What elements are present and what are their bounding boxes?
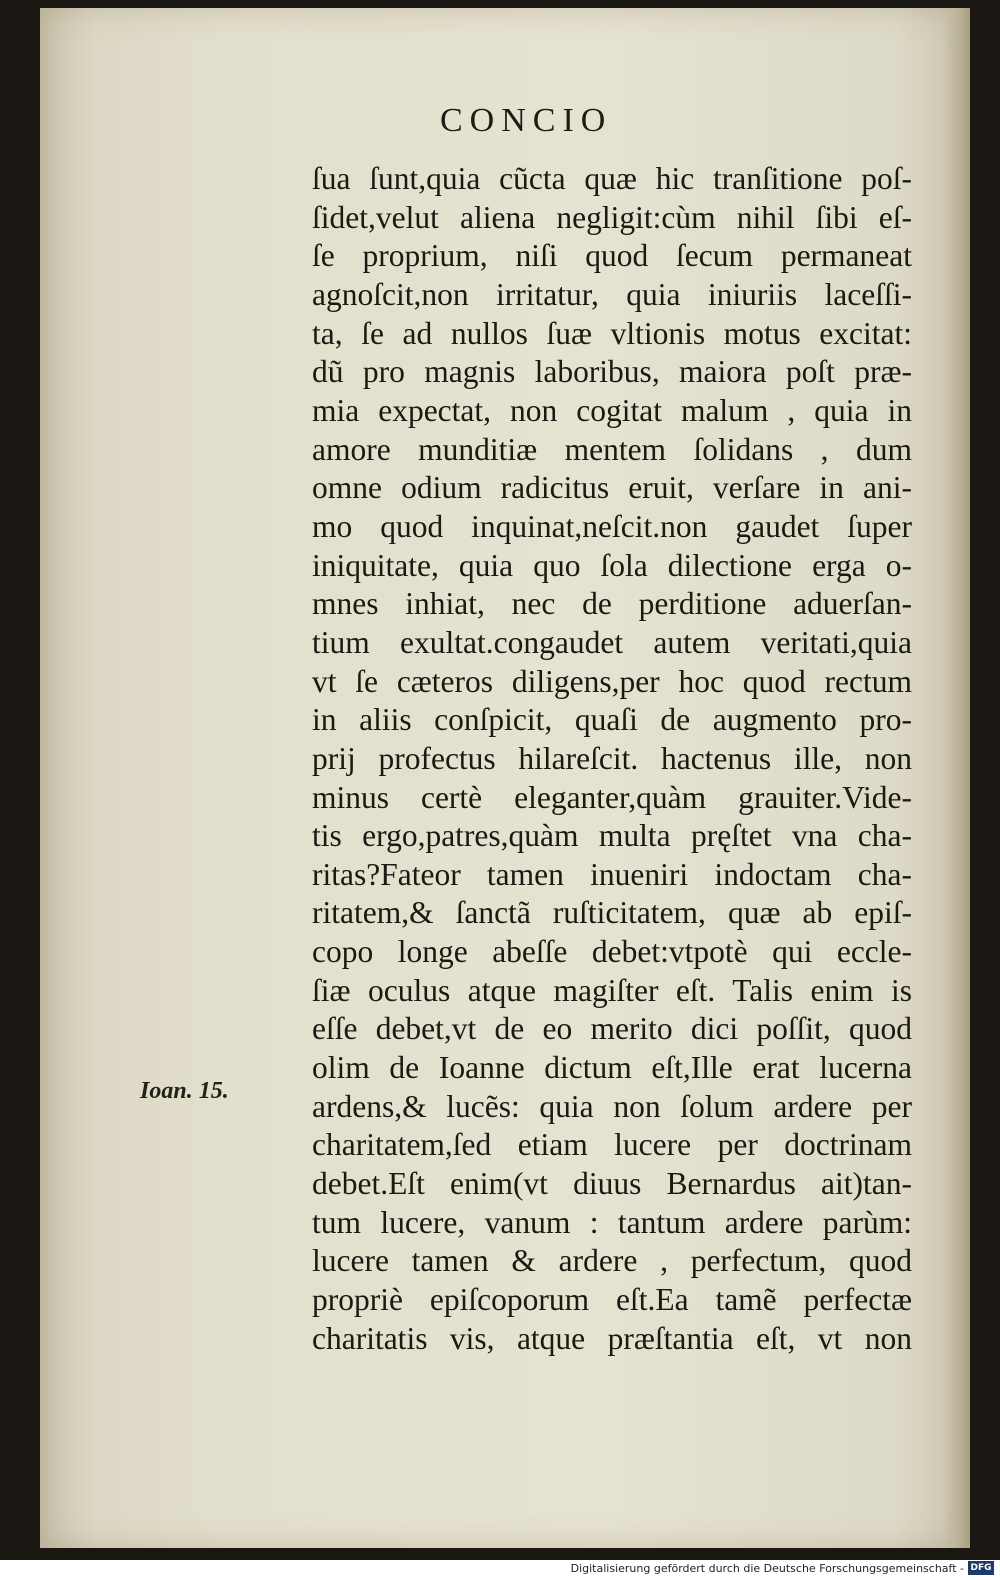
text-line: charitatem,ſed etiam lucere per doctrinam (312, 1127, 912, 1163)
text-line: ſiæ oculus atque magiſter eſt. Talis enim is (312, 972, 912, 1008)
text-line: vt ſe cæteros diligens,per hoc quod rectum (312, 663, 912, 699)
text-line: minus certè eleganter,quàm grauiter.Vide- (312, 779, 912, 815)
text-line: lucere tamen & ardere , perfectum, quod (312, 1243, 912, 1279)
text-line: charitatis vis, atque præſtantia eſt, vt non (312, 1320, 912, 1356)
running-head: CONCIO (440, 102, 613, 139)
text-line: olim de Ioanne dictum eſt,Ille erat lucerna (312, 1050, 912, 1086)
text-line: ta, ſe ad nullos ſuæ vltionis motus excitat: (312, 315, 912, 351)
text-line: iniquitate, quia quo ſola dilectione erga o- (312, 547, 912, 583)
text-line: amore munditiæ mentem ſolidans , dum (312, 431, 912, 467)
text-line: ritas?Fateor tamen inueniri indoctam cha- (312, 856, 912, 892)
text-line: mo quod inquinat,neſcit.non gaudet ſuper (312, 508, 912, 544)
text-line: debet.Eſt enim(vt diuus Bernardus ait)tan- (312, 1166, 912, 1202)
marginal-note: Ioan. 15. (140, 1078, 229, 1104)
text-line: prij profectus hilareſcit. hactenus ille, non (312, 740, 912, 776)
text-line: tis ergo,patres,quàm multa pręſtet vna cha- (312, 818, 912, 854)
text-line: omne odium radicitus eruit, verſare in ani- (312, 470, 912, 506)
page-edge-shadow (944, 8, 970, 1548)
text-line: mnes inhiat, nec de perditione aduerſan- (312, 586, 912, 622)
text-line: mia expectat, non cogitat malum , quia in (312, 392, 912, 428)
text-line: propriè epiſcoporum eſt.Ea tamẽ perfectæ (312, 1282, 912, 1318)
dfg-logo: DFG (968, 1561, 994, 1575)
body-text (312, 160, 912, 1358)
text-line: eſſe debet,vt de eo merito dici poſſit, quod (312, 1011, 912, 1047)
funding-credit: Digitalisierung gefördert durch die Deutsche Forschungsgemeinschaft - (570, 1562, 964, 1575)
text-line: ſidet,velut aliena negligit:cùm nihil ſibi eſ- (312, 199, 912, 235)
text-line: tium exultat.congaudet autem veritati,quia (312, 624, 912, 660)
text-line: dũ pro magnis laboribus, maiora poſt præ- (312, 354, 912, 390)
text-line: in aliis conſpicit, quaſi de augmento pro- (312, 702, 912, 738)
text-line: copo longe abeſſe debet:vtpotè qui eccle- (312, 934, 912, 970)
text-line: ſua ſunt,quia cũcta quæ hic tranſitione poſ- (312, 161, 912, 196)
text-line: agnoſcit,non irritatur, quia iniuriis laceſſi- (312, 276, 912, 312)
text-line: tum lucere, vanum : tantum ardere parùm: (312, 1204, 912, 1240)
text-line: ardens,& lucẽs: quia non ſolum ardere per (312, 1088, 912, 1124)
text-line: ſe proprium, niſi quod ſecum permaneat (312, 238, 912, 274)
text-line: ritatem,& ſanctã ruſticitatem, quæ ab epiſ- (312, 895, 912, 931)
